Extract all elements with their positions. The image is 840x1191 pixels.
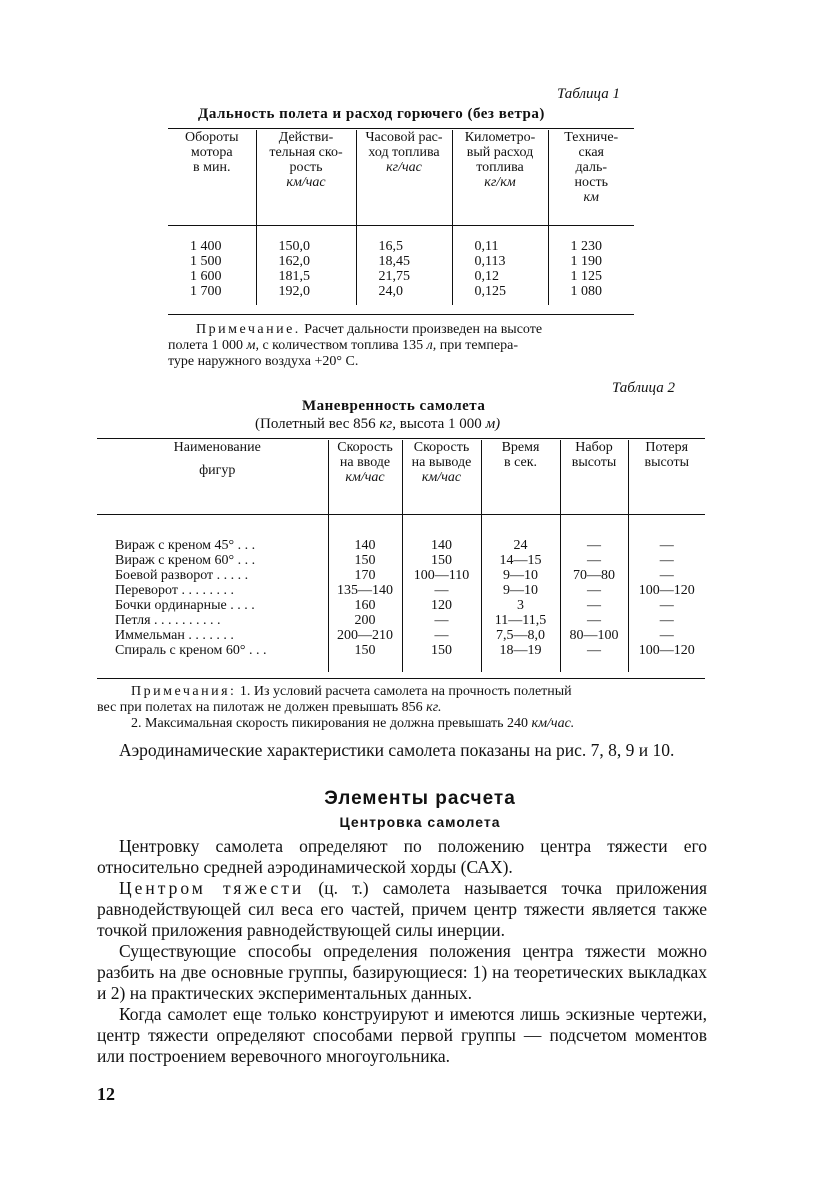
table1-caption: Таблица 1 (557, 86, 620, 102)
table2-subtitle: (Полетный вес 856 кг, высота 1 000 м) (255, 416, 501, 432)
table2-header-entry-speed: Скорость на вводе км/час (328, 440, 402, 514)
table2 (97, 440, 705, 672)
table2-header-name: Наименование фигур (97, 440, 328, 514)
table2-header-row (97, 440, 705, 514)
table-row: Бочки ординарные . . . . 160 120 3 — — (97, 598, 705, 613)
table-row: 1 500 162,0 18,45 0,113 1 190 (168, 254, 634, 269)
aero-paragraph: Аэродинамические характеристики самолета показаны на рис. 7, 8, 9 и 10. (119, 740, 675, 760)
table1-top-rule (168, 128, 634, 129)
table1-note: Примечание. Расчет дальности произведен на высоте полета 1 000 м, с количеством топлива 135 л, при темпера- туре наружного воздуха +20° С. (168, 322, 543, 369)
table2-header-loss: Потеря высоты (628, 440, 705, 514)
table1-bottom-rule (168, 314, 634, 315)
table2-header-time: Время в сек. (481, 440, 560, 514)
table1 (168, 130, 634, 305)
paragraph: Центром тяжести (ц. т.) самолета называется точка приложения равнодействующей сил веса его частей, причем центр тяжести является также точкой приложения равнодействующей силы инерции. (97, 878, 708, 940)
table1-header-row (168, 130, 634, 225)
subsection-heading: Центровка самолета (339, 814, 501, 830)
table2-caption: Таблица 2 (612, 380, 675, 396)
table-row: Петля . . . . . . . . . . 200 — 11—11,5 — — (97, 613, 705, 628)
page-number: 12 (97, 1084, 115, 1104)
table-row: Переворот . . . . . . . . 135—140 — 9—10 — 100—120 (97, 583, 705, 598)
table2-header-climb: Набор высоты (560, 440, 628, 514)
table-row: Спираль с креном 60° . . . 150 150 18—19 — 100—120 (97, 643, 705, 658)
table-row: 1 700 192,0 24,0 0,125 1 080 (168, 284, 634, 299)
table-row: 1 600 181,5 21,75 0,12 1 125 (168, 269, 634, 284)
table2-header-exit-speed: Скорость на выводе км/час (402, 440, 481, 514)
table2-top-rule (97, 438, 705, 439)
table2-notes: Примечания: 1. Из условий расчета самолета на прочность полетный вес при полетах на пилотаж не должен превышать 856 кг. 2. Максимальная скорость пикирования не должна превышать 240 км/час. (97, 684, 575, 731)
paragraph: Когда самолет еще только конструируют и имеются лишь эскизные чертежи, центр тяжести определяют способами первой группы — подсчетом моментов или построением веревочного многоугольника. (97, 1004, 707, 1066)
table-row: Вираж с креном 60° . . . 150 150 14—15 — — (97, 553, 705, 568)
table1-header-rpm: Обороты мотора в мин. (168, 130, 256, 225)
table-row: Иммельман . . . . . . . 200—210 — 7,5—8,0 80—100 — (97, 628, 705, 643)
table2-bottom-rule (97, 678, 705, 679)
table-row: 1 400 150,0 16,5 0,11 1 230 (168, 239, 634, 254)
paragraph: Существующие способы определения положения центра тяжести можно разбить на две основные группы, базирующиеся: 1) на теоретических выкладках и 2) на практических экспериментальных данных. (97, 941, 707, 1003)
section-heading: Элементы расчета (324, 788, 516, 809)
table-row: Боевой разворот . . . . . 170 100—110 9—10 70—80 — (97, 568, 705, 583)
table1-title: Дальность полета и расход горючего (без ветра) (198, 106, 545, 122)
table1-header-km: Километро- вый расход топлива кг/км (452, 130, 548, 225)
table-row: Вираж с креном 45° . . . 140 140 24 — — (97, 538, 705, 553)
table2-title: Маневренность самолета (302, 398, 486, 414)
body-paragraphs (97, 836, 707, 1067)
table1-header-hourly: Часовой рас- ход топлива кг/час (356, 130, 452, 225)
paragraph: Центровку самолета определяют по положению центра тяжести его относительно средней аэродинамической хорды (САХ). (97, 836, 707, 877)
table1-header-speed: Действи- тельная ско- рость км/час (256, 130, 356, 225)
table1-header-range: Техниче- ская даль- ность км (548, 130, 634, 225)
